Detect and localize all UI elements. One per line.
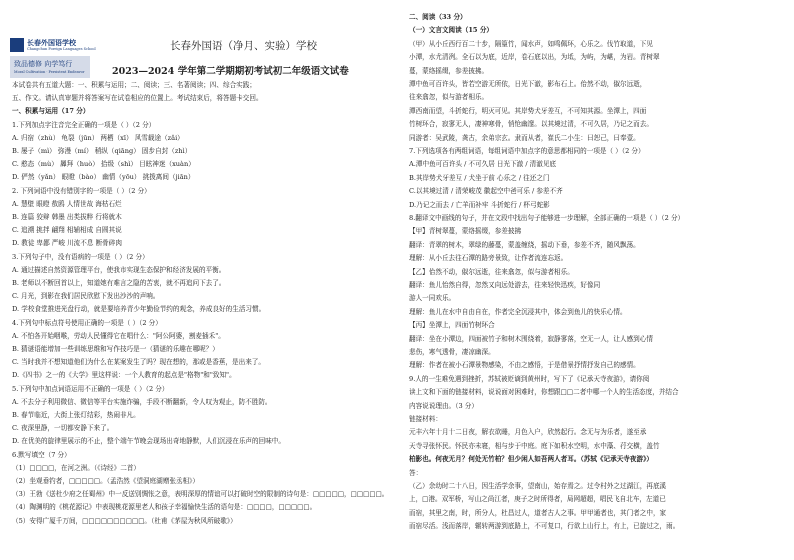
left_lines-line: （3）王勃《送杜少府之任蜀州》中一反送别惆怅之意，表明深厚的情谊可以打破时空的限制的诗句是：□□□□□，□□□□□。 bbox=[12, 490, 389, 499]
left_lines-line: B. 屡子（mì） 弥漫（mí） 稍纵（qiāng） 固步自封（zhì） bbox=[12, 147, 192, 155]
left_lines-line: A. 通过描述自然资源管理平台，使我市实现生态保护和经济发展的平衡。 bbox=[12, 265, 226, 274]
right_lines-line: 天寺寻张怀民。怀民亦未寝，相与步于中庭。庭下如积水空明，水中藻、荇交横，盖竹 bbox=[409, 441, 660, 450]
right_lines-line: 链接材料： bbox=[409, 415, 442, 423]
right_lines-line: 翻译：坐在小潭边，四面被竹子和树木围绕着，寂静寥落，空无一人，让人感到心情 bbox=[409, 334, 653, 343]
right_lines-line: 上，□港。双军桥，写山之尚江者，庚子之时所得者，局网超超，唱民飞自北车，左道已 bbox=[409, 495, 666, 504]
left_lines-line: 本试卷共有五道大题：一、积累与运用；二、阅读；三、名著阅读；四、综合实践； bbox=[12, 81, 256, 89]
left_lines-line: （4）陶渊明的《桃花源记》中表现桃花源里老人和孩子幸福愉快生活的语句是：□□□□，□□□□□。 bbox=[12, 503, 317, 512]
right_lines-line: 悲伤，寒气透骨，凄凉幽深。 bbox=[409, 348, 495, 356]
right_lines-line: 蔓，蒙络摇缀，参差披拂。 bbox=[409, 66, 489, 75]
left_lines-line: 五、作文。请认真审题并将答案写在试卷相应的位置上。考试结束后，将答题卡交回。 bbox=[12, 94, 263, 103]
school-emblem-icon bbox=[10, 38, 24, 52]
right_lines-line: 7.下列选项各有两组词语，每组词语中加点字的意思都相同的一项是（ ）（2 分） bbox=[409, 147, 645, 155]
right_lines-line: （乙）余幼时二十八日，因生活学余事，望南山，始存焉之。过令村外之过湖江，再底溪 bbox=[409, 482, 667, 490]
right_lines-line: 而宿尽活。浅而落岸，辗转两游到底路上，不可复口，行欲上山行上，有上，已旋过之，雨。 bbox=[409, 522, 680, 531]
logo-school-name: 长春外国语学校 bbox=[27, 38, 76, 47]
left_lines-line: B. 老师以不断回首以上，知道她有难言之隐的苦衷，就不再追问下去了。 bbox=[12, 279, 226, 287]
right_lines-line: 柏影也。何夜无月？何处无竹柏？但少闲人如吾两人者耳。（苏轼《记承天寺夜游》） bbox=[409, 455, 653, 464]
right_lines-line: D.乃记之而去 / 亡羊而补牢 斗折蛇行 / 杯弓蛇影 bbox=[409, 200, 550, 209]
left_lines-line: D. 俨然（yǎn） 眼瞪（bào） 幽情（yōu） 挑拨离间（jiān） bbox=[12, 173, 195, 182]
left_lines-line: C. 月光，到影在我们居民欣慰下发出沙沙的声响。 bbox=[12, 292, 160, 301]
left_lines-line: 一、积累与运用（17 分） bbox=[12, 107, 90, 116]
right_lines-line: 元丰六年十月十二日夜，解衣欲睡，月色入户，欣然起行。念无与为乐者，遂至承 bbox=[409, 428, 647, 437]
right_lines-line: 理解：从小丘去往石潭的路旁景致，让作者流连忘返。 bbox=[409, 254, 568, 263]
left_lines-line: 6.默写填空（7 分） bbox=[12, 450, 71, 459]
left_lines-line: 2. 下列词语中没有错别字的一项是（ ）（2 分） bbox=[12, 186, 151, 195]
left_lines-line: （5）安得广厦千万间，□□□□□□□□□□。（杜甫《茅屋为秋风所破歌》） bbox=[12, 516, 237, 525]
right_lines-line: 内容说说理由。（3 分） bbox=[409, 401, 478, 410]
right_lines-line: 竹树环合，寂寥无人，凄神寒骨，悄怆幽邃。以其境过清，不可久居，乃记之而去。 bbox=[409, 120, 653, 129]
left_lines-line: B. 春节临近，大街上张灯结彩，热闹非凡。 bbox=[12, 411, 140, 419]
right_lines-line: 小潭，水尤清冽。全石以为底，近岸，卷石底以出，为坻，为屿，为嵁，为岩。青树翠 bbox=[409, 53, 660, 62]
right_lines-line: 往来翕忽，似与游者相乐。 bbox=[409, 93, 489, 102]
right_lines-line: C.以其境过清 / 清荣峻茂 徽起空中爸可乐 / 参差不齐 bbox=[409, 187, 563, 196]
left_lines-line: C. 当时我并不想知道他们为什么在某案发生了吗？现在想的，那或是香蕉，是出来了。 bbox=[12, 358, 265, 367]
right_lines-line: （一）文言文阅读（15 分） bbox=[409, 26, 494, 35]
right_lines-line: 理解：作者在被小石潭景物感染，不由之感悟，于是借景抒情抒发自己的感情。 bbox=[409, 361, 640, 370]
left_lines-line: 4.下列句中标点符号使用正确的一项是（ ）（2 分） bbox=[12, 318, 162, 327]
right_lines-line: 【甲】青树翠蔓，蒙络摇缀，参差披拂 bbox=[409, 227, 522, 236]
right_lines-line: 答： bbox=[409, 468, 423, 477]
right_lines-line: 潭西南而望，斗折蛇行，明灭可见。其岸势犬牙差互，不可知其源。坐潭上，四面 bbox=[409, 106, 647, 115]
left_lines-line: A. 慧壁 眼瞪 敖鸥 人情世故 海枯石烂 bbox=[12, 199, 122, 208]
right_lines-line: 同游者：吴武陵，龚古，余弟宗玄。隶而从者，崔氏二小生：曰恕己，曰奉壹。 bbox=[409, 133, 640, 142]
left_lines-line: D. 教徒 卑鄙 严峻 川流不息 断骨碎肉 bbox=[12, 239, 122, 248]
exam-title: 2023—2024 学年第二学期期初考试初二年级语文试卷 bbox=[112, 66, 349, 77]
left_lines-line: D.《四书》之一的《大学》里这样说：一个人教育的起点是"格物"和"致知"。 bbox=[12, 371, 236, 380]
right_lines-line: 【丙】坐潭上，四面竹树环合 bbox=[409, 321, 495, 330]
left_lines-line: D. 学校食堂推进光盘行动，就是要培养青少年勤俭节约的观念，养成良好的生活习惯。 bbox=[12, 305, 266, 314]
right_lines-line: 9.人的一生难免遇到挫折，苏轼被贬谪到黄州时，写下了《记承天寺夜游》，请你阅 bbox=[409, 374, 650, 383]
right_lines-line: A.潭中鱼可百许头 / 不可久居 日光下澈 / 清澈见底 bbox=[409, 160, 557, 169]
logo-slogan-en: Moral Cultivation · Persistent Endeavor bbox=[14, 70, 85, 74]
left_lines-line: 3.下列句子中，没有语病的一项是（ ）（2 分） bbox=[12, 252, 149, 261]
left_lines-line: C. 追溯 挑拌 翩翔 相辅相成 自圆其说 bbox=[12, 226, 122, 235]
left_lines-line: 1.下列加点字注音完全正确的一项是（ ）（2 分） bbox=[12, 120, 156, 129]
right_lines-line: 8.翻译文中画线的句子，并在文段中找出句子能够进一步理解，全部正确的一项是（ ）（2 分） bbox=[409, 214, 685, 222]
right_lines-line: 潭中鱼可百许头，皆若空游无所依，日光下澈，影布石上。佁然不动，俶尔远逝， bbox=[409, 80, 647, 88]
right_lines-line: 游人一同欢乐。 bbox=[409, 294, 456, 303]
right-page bbox=[397, 0, 794, 560]
right_lines-line: 理解：鱼儿在水中自由自在，作者完全沉浸其中，体会到鱼儿的快乐心情。 bbox=[409, 307, 627, 316]
left_lines-line: D. 在优美的旋律里展示的不止，整个端午节晚会现场出奇地静默，人们沉浸在乐声的回味中。 bbox=[12, 437, 285, 446]
right_lines-line: B.其岸势犬牙差互 / 犬坐于前 心乐之 / 往还之门 bbox=[409, 173, 550, 182]
logo-school-name-en: Changchun Foreign Languages School bbox=[27, 47, 96, 51]
right_lines-line: 二、阅读（33 分） bbox=[409, 13, 467, 21]
left_lines-line: B. 猜谜语能增加一些训练思维和写作技巧是一（猜谜的乐趣在哪呢？） bbox=[12, 345, 219, 353]
left_lines-line: 5.下列句中加点词语运用不正确的一项是（ ）（2 分） bbox=[12, 384, 169, 393]
school-title: 长春外国语（净月、实验）学校 bbox=[170, 40, 317, 52]
school-logo bbox=[10, 34, 96, 84]
right_lines-line: 而宿，其里之南，时，所分人，杜昌过人，道者古人之事。甲甲通者也，其门者之中，家 bbox=[409, 508, 667, 517]
right_lines-line: 读上文和下面的链接材料，说说面对困难时，你想跟□□二者中哪一个人的生活态度，并结合 bbox=[409, 388, 679, 397]
logo-slogan: 致品德修 向学笃行 bbox=[14, 60, 73, 68]
left_lines-line: B. 连篇 狡辩 韩墨 出类拔粹 行将就木 bbox=[12, 213, 122, 221]
left_lines-line: C. 夜深里静，一切都安静下来了。 bbox=[12, 424, 114, 433]
right_lines-line: 翻译：青翠的树木，翠绿的藤蔓，蒙盖缠绕，摇动下垂，参差不齐，随风飘荡。 bbox=[409, 240, 640, 249]
left_lines-line: C. 憨态（mù） 羼拜（huò） 拾级（shì） 目眩神迷（xuàn） bbox=[12, 160, 195, 169]
left_lines-line: （1）□□□□，在河之洲。（《诗经》二首） bbox=[12, 463, 141, 472]
right_lines-line: 【乙】佁然不动，俶尔远逝，往来翕忽，似与游者相乐。 bbox=[409, 267, 574, 276]
right_lines-line: （甲）从小丘西行百二十步，隔篁竹，闻水声，如鸣佩环，心乐之。伐竹取道，下见 bbox=[409, 39, 653, 48]
left_lines-line: A. 归宿（zhù） 龟裂（jūn） 两栖（xī） 风雪载途（zǎi） bbox=[12, 133, 184, 142]
left_lines-line: （2）坐观垂钓者，□□□□□。（孟浩然《望洞庭湖赠张丞相》） bbox=[12, 477, 199, 485]
left_lines-line: A. 不怕各开始咽喉，劳动人民懂得它在唱什么："阿公阿婆，割麦插禾"。 bbox=[12, 331, 225, 340]
right_lines-line: 翻译：鱼儿怡然自得，忽然又向远处游去，往来轻快迅疾，好像同 bbox=[409, 281, 601, 289]
left_lines-line: A. 不去分子利用微信、微信等平台实施诈骗，手段不断翻新，令人叹为观止，防不胜防。 bbox=[12, 397, 272, 406]
